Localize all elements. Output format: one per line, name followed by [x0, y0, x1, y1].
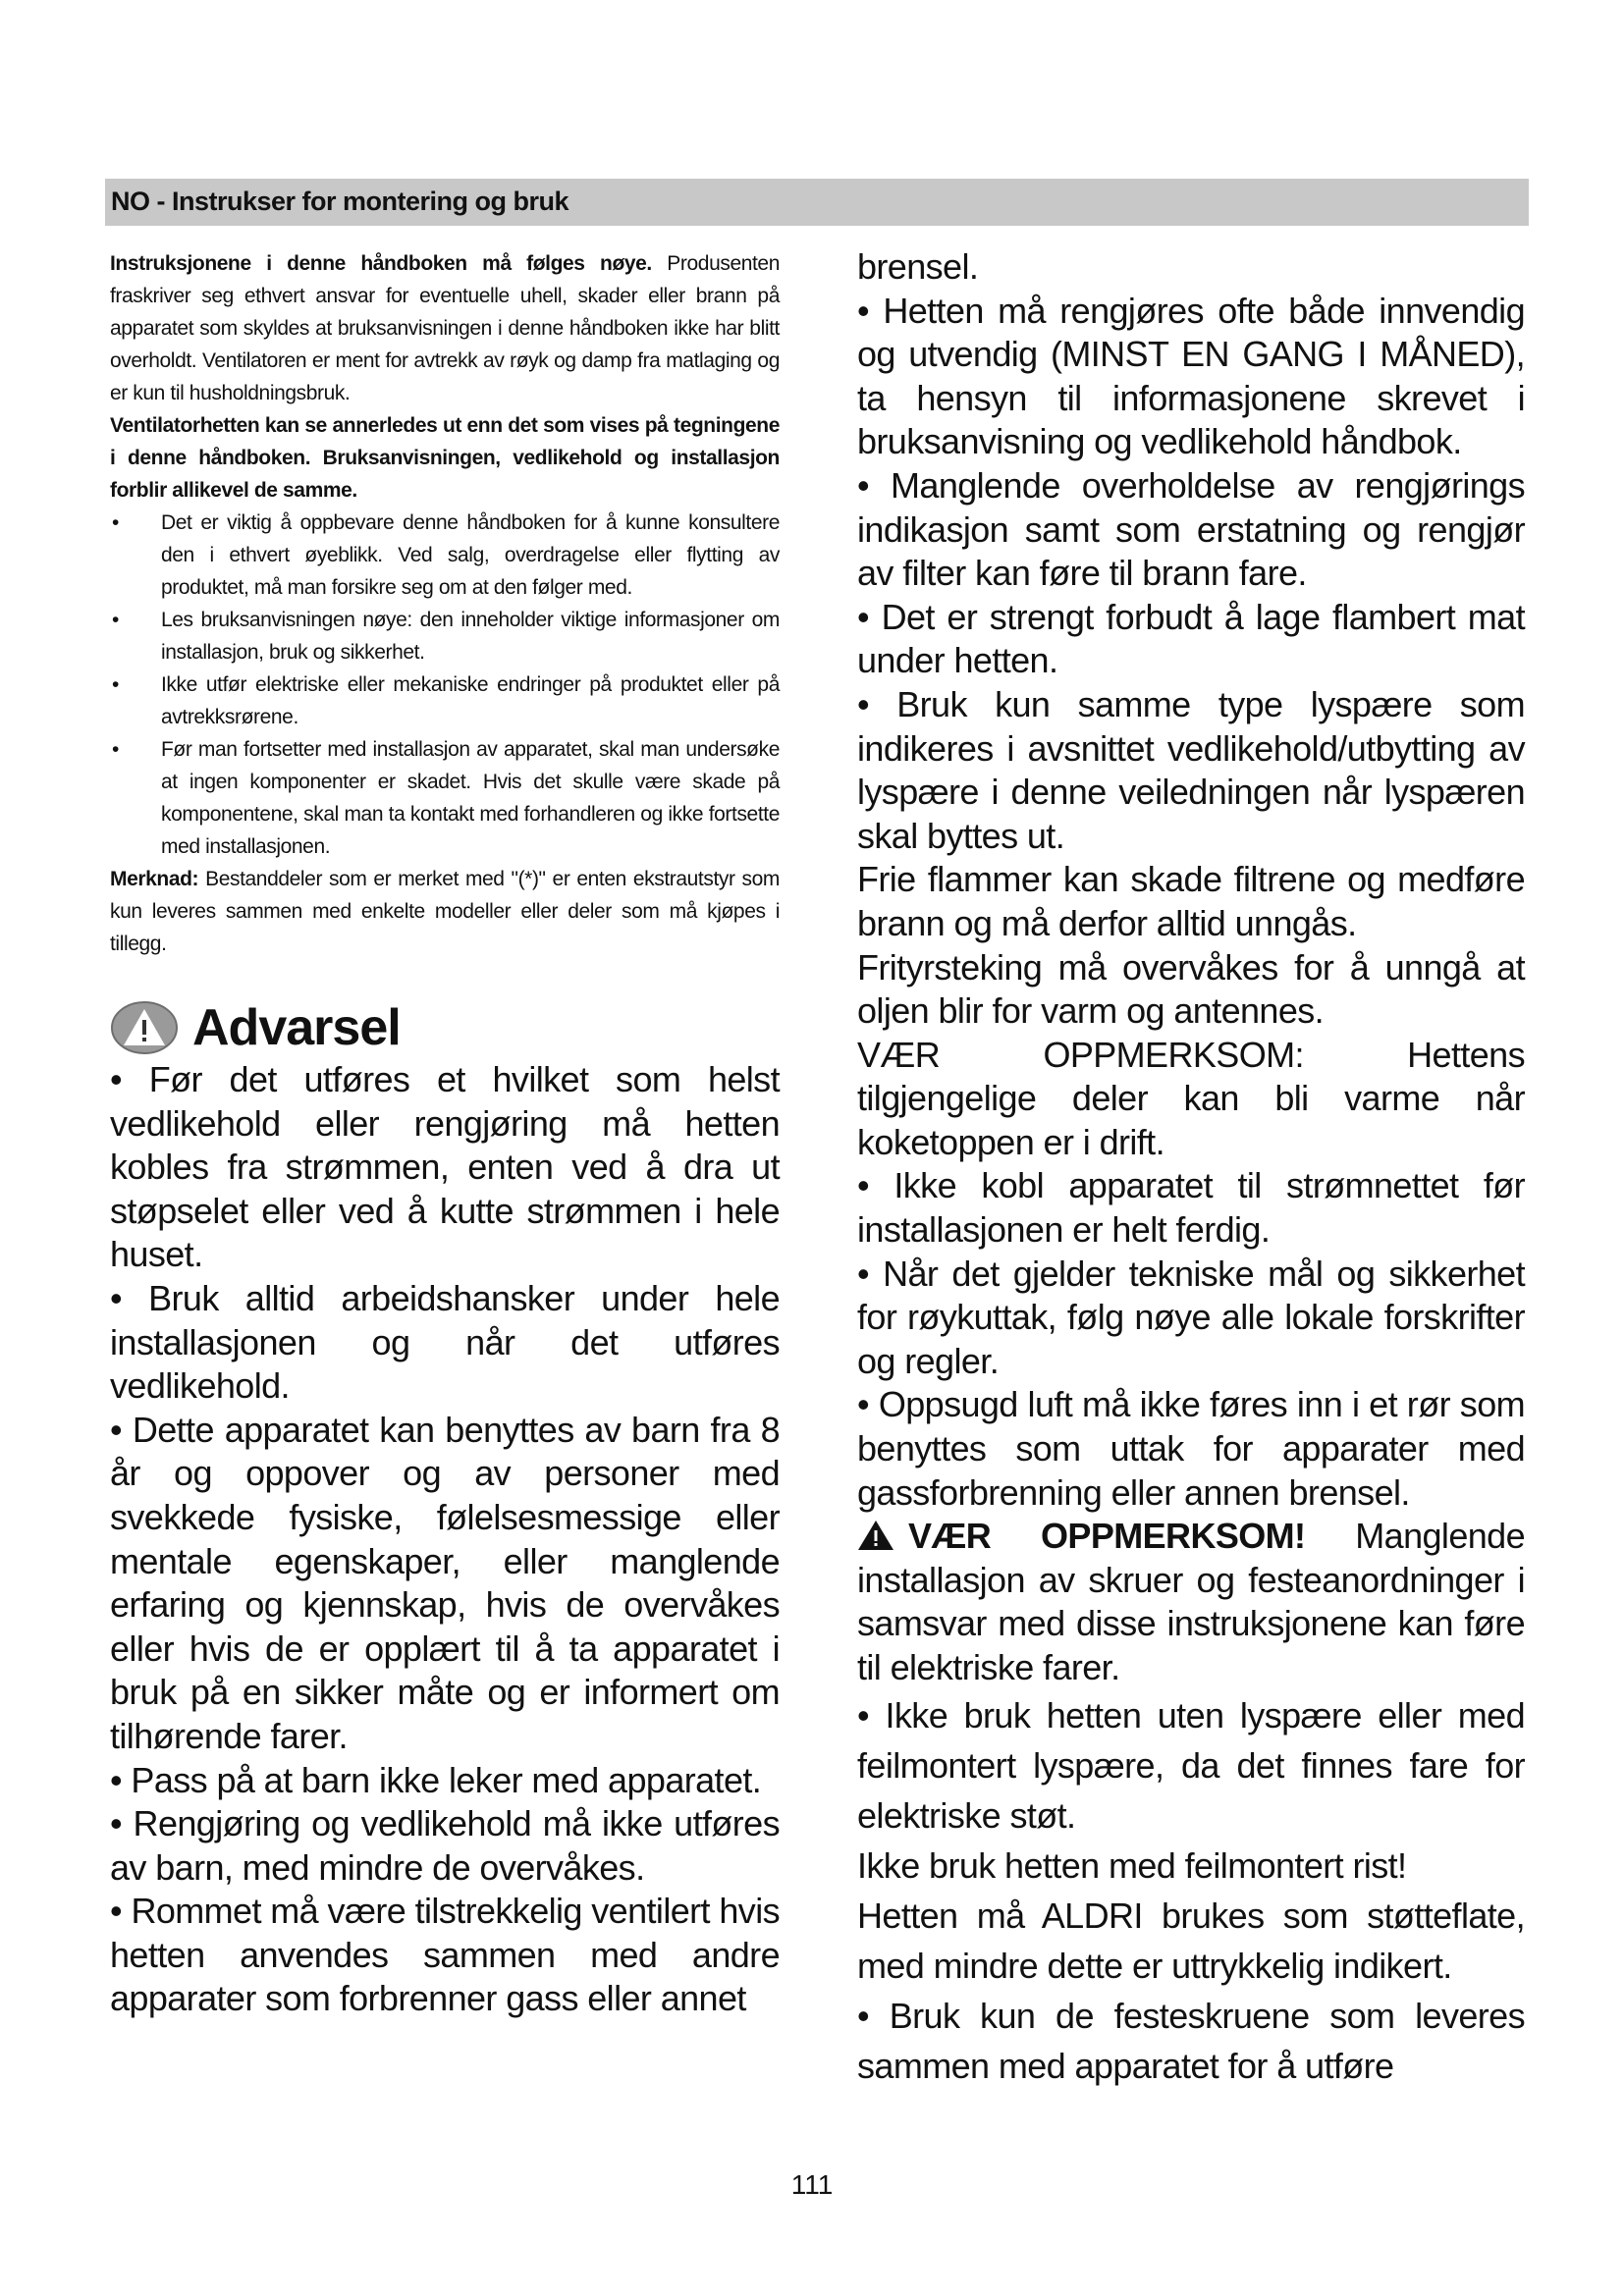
warning-left-text: [110, 1058, 780, 2021]
right-column: [857, 245, 1525, 2091]
warning-paragraph: • Det er strengt forbudt å lage flambert mat under hetten.: [857, 596, 1525, 681]
intro-section: [110, 247, 780, 960]
section-header: [105, 179, 1529, 226]
warning-paragraph: • Pass på at barn ikke leker med apparatet.: [110, 1759, 762, 1800]
page-number: 111: [790, 2169, 834, 2200]
intro-bullet: • Før man fortsetter med installasjon av apparatet, skal man undersøke at ingen komponenter er skadet. Hvis det skulle være skade på komponentene, skal man ta kontakt med forhandleren og ikke fortsette med installasjonen.: [110, 733, 780, 863]
intro-paragraph: [110, 247, 780, 409]
warning-icon: [110, 1000, 179, 1055]
warning-paragraph: Frityrsteking må overvåkes for å unngå at oljen blir for varm og antennes.: [857, 946, 1525, 1032]
intro-text: Produsenten fraskriver seg ethvert ansvar for eventuelle uhell, skader eller brann på apparatet som skyldes at bruksanvisningen i denne håndboken ikke har blitt overholdt. Ventilatoren er ment for avtrekk av røyk og damp fra matlaging og er kun til husholdningsbruk.: [110, 252, 780, 404]
warning-paragraph: • Dette apparatet kan benyttes av barn fra 8 år og oppover og av personer med svekkede fysiske, følelsesmessige eller mentale egenskaper, eller manglende erfaring og kjennskap, hvis de overvåkes eller hvis de er opplært til å ta apparatet i bruk på en sikker måte og er informert om tilhørende farer.: [110, 1409, 780, 1756]
intro-bullet-list: [110, 507, 780, 863]
warning-paragraph: • Ikke bruk hetten uten lyspære eller med feilmontert lyspære, da det finnes fare for elektriske støt.: [857, 1694, 1525, 1836]
intro-bullet: • Det er viktig å oppbevare denne håndboken for å kunne konsultere den i ethvert øyeblikk. Ved salg, overdragelse eller flytting av produktet, må man forsikre seg om at den følger med.: [110, 507, 780, 604]
warning-paragraph: • Manglende overholdelse av rengjørings indikasjon samt som erstatning og rengjør av filter kan føre til brann fare.: [857, 464, 1525, 594]
caution-triangle-icon: [857, 1520, 894, 1551]
note-label: Merknad:: [110, 868, 199, 890]
warning-paragraph: Ikke bruk hetten med feilmontert rist!: [857, 1844, 1407, 1886]
warning-paragraph: • Bruk alltid arbeidshansker under hele installasjonen og når det utføres vedlikehold.: [110, 1277, 780, 1407]
section-title: NO - Instrukser for montering og bruk: [111, 187, 569, 216]
warning-paragraph: • Når det gjelder tekniske mål og sikkerhet for røykuttak, følg nøye alle lokale forskrifter og regler.: [857, 1253, 1525, 1381]
warning-paragraph: VÆR OPPMERKSOM: Hettens tilgjengelige deler kan bli varme når koketoppen er i drift.: [857, 1034, 1525, 1162]
caution-label: VÆR OPPMERKSOM!: [908, 1516, 1306, 1557]
warning-paragraph: • Bruk kun de festeskruene som leveres sammen med apparatet for å utføre: [857, 1995, 1525, 2086]
note-paragraph: [110, 863, 780, 960]
warning-paragraph: Frie flammer kan skade filtrene og medføre brann og må derfor alltid unngås.: [857, 859, 1525, 943]
warning-paragraph: • Før det utføres et hvilket som helst vedlikehold eller rengjøring må hetten kobles fra strømmen, enten ved å dra ut støpselet eller ved å kutte strømmen i hele huset.: [110, 1059, 780, 1275]
warning-paragraph: • Rommet må være tilstrekkelig ventilert hvis hetten anvendes sammen med andre apparater som forbrenner gass eller annet: [110, 1891, 780, 2019]
warning-title: Advarsel: [192, 999, 401, 1056]
intro-bold-lead: Instruksjonene i denne håndboken må følges nøye.: [110, 252, 652, 275]
warning-paragraph: • Oppsugd luft må ikke føres inn i et rør som benyttes som uttak for apparater med gassforbrenning eller annen brensel.: [857, 1384, 1525, 1513]
caution-text: Manglende installasjon av skruer og festeanordninger i samsvar med disse instruksjonene kan føre til elektriske farer.: [857, 1516, 1526, 1687]
warning-heading: [110, 997, 780, 1058]
warning-paragraph: Hetten må ALDRI brukes som støtteflate, med mindre dette er uttrykkelig indikert.: [857, 1895, 1525, 1986]
warning-paragraph: • Rengjøring og vedlikehold må ikke utføres av barn, med mindre de overvåkes.: [110, 1803, 780, 1888]
caution-paragraph: [857, 1515, 1525, 1689]
warning-paragraph: brensel.: [857, 246, 979, 287]
warning-paragraph: • Bruk kun samme type lyspære som indikeres i avsnittet vedlikehold/utbytting av lyspære i denne veiledningen når lyspæren skal byttes ut.: [857, 683, 1525, 856]
intro-bullet: • Les bruksanvisningen nøye: den inneholder viktige informasjoner om installasjon, bruk og sikkerhet.: [110, 604, 780, 668]
left-column: [110, 247, 780, 2021]
design-note: Ventilatorhetten kan se annerledes ut enn det som vises på tegningene i denne håndboken. Bruksanvisningen, vedlikehold og installasjon forblir allikevel de samme.: [110, 414, 780, 502]
warning-paragraph: • Hetten må rengjøres ofte både innvendig og utvendig (MINST EN GANG I MÅNED), ta hensyn til informasjonene skrevet i bruksanvisning og vedlikehold håndbok.: [857, 290, 1525, 462]
intro-bullet: • Ikke utfør elektriske eller mekaniske endringer på produktet eller på avtrekksrørene.: [110, 668, 780, 733]
note-text: Bestanddeler som er merket med "(*)" er enten ekstrautstyr som kun leveres sammen med enkelte modeller eller deler som må kjøpes i tillegg.: [110, 868, 780, 955]
warning-paragraph: • Ikke kobl apparatet til strømnettet før installasjonen er helt ferdig.: [857, 1165, 1525, 1251]
